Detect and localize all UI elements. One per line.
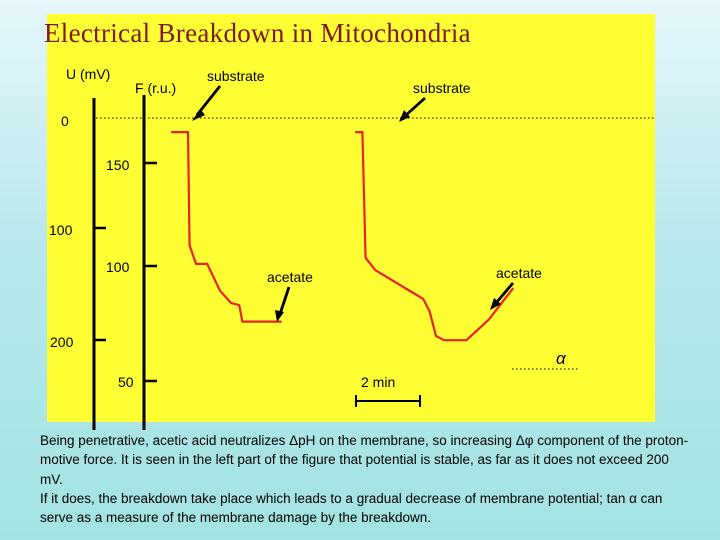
scale-bar-label: 2 min xyxy=(361,374,396,390)
acetate-arrow-left xyxy=(280,287,289,314)
f-tick-label: 150 xyxy=(106,157,130,173)
caption-paragraph: If it does, the breakdown take place which leads to a gradual decrease of membrane potential; tan α can serve as a measure of the membrane damage by the breakdown. xyxy=(40,490,663,526)
fluorescence-trace-left xyxy=(172,132,281,322)
u-tick-label: 200 xyxy=(50,334,74,350)
u-tick-label: 0 xyxy=(61,113,69,129)
substrate-label-right: substrate xyxy=(413,80,471,96)
substrate-label-left: substrate xyxy=(207,68,265,84)
f-tick-label: 50 xyxy=(118,374,134,390)
fluorescence-trace-right xyxy=(356,132,513,340)
acetate-label-left: acetate xyxy=(267,269,313,285)
u-axis-label: U (mV) xyxy=(66,66,111,82)
acetate-label-right: acetate xyxy=(496,265,542,281)
acetate-arrowhead-left xyxy=(275,310,284,322)
f-axis-label: F (r.u.) xyxy=(135,80,177,96)
alpha-label: α xyxy=(556,349,566,368)
page-title: Electrical Breakdown in Mitochondria xyxy=(44,18,471,48)
caption-paragraph: Being penetrative, acetic acid neutralizes ΔpH on the membrane, so increasing Δφ component of the proton-motive force. It is seen in the left part of the figure that potential is stable, as far as it does not exceed 200 mV. xyxy=(40,433,689,487)
caption xyxy=(40,431,690,527)
f-tick-label: 100 xyxy=(106,259,130,275)
u-tick-label: 100 xyxy=(49,222,73,238)
substrate-arrow-right xyxy=(405,98,425,116)
substrate-arrowhead-left xyxy=(192,109,205,121)
